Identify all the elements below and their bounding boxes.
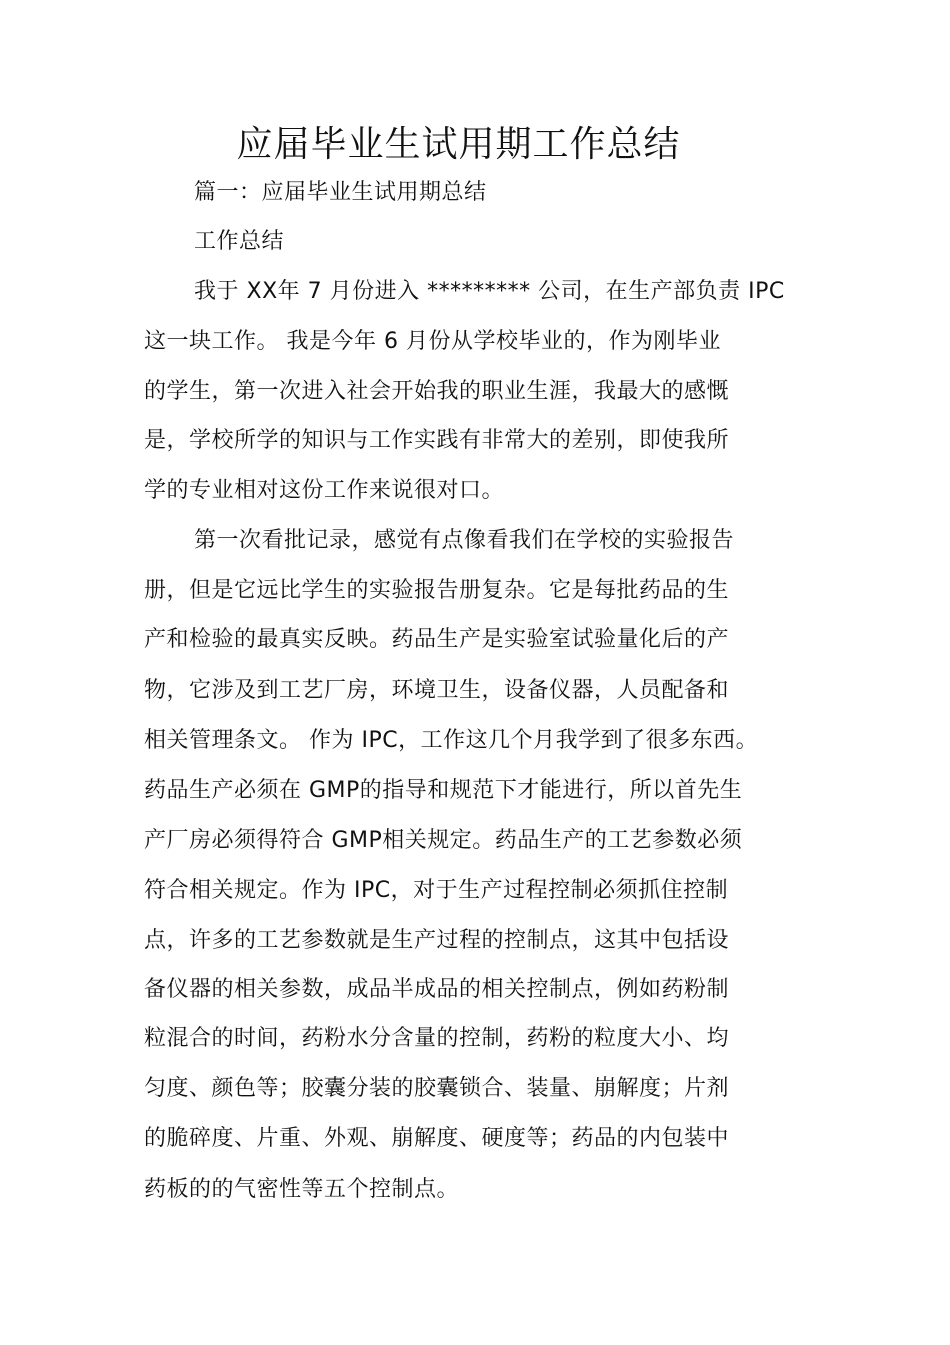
paragraph2-line: 药品生产必须在 GMP的指导和规范下才能进行，所以首先生 [144,778,743,803]
paragraph1-line: 这一块工作。 我是今年 6 月份从学校毕业的，作为刚毕业 [144,329,721,354]
paragraph1-line: 是，学校所学的知识与工作实践有非常大的差别，即使我所 [144,428,730,453]
paragraph2-line: 的脆碎度、片重、外观、崩解度、硬度等；药品的内包装中 [144,1126,730,1151]
document-title: 应届毕业生试用期工作总结 [236,124,681,165]
subheading: 工作总结 [194,229,285,254]
paragraph2-line: 产厂房必须得符合 GMP相关规定。药品生产的工艺参数必须 [144,828,743,853]
paragraph2-line: 备仪器的相关参数，成品半成品的相关控制点，例如药粉制 [144,977,730,1002]
paragraph2-line: 粒混合的时间，药粉水分含量的控制，药粉的粒度大小、均 [144,1026,730,1051]
paragraph1-line: 学的专业相对这份工作来说很对口。 [144,478,505,503]
paragraph2-line: 相关管理条文。 作为 IPC，工作这几个月我学到了很多东西。 [144,728,759,753]
paragraph2-line: 匀度、颜色等；胶囊分装的胶囊锁合、装量、崩解度；片剂 [144,1076,730,1101]
paragraph2-line: 药板的的气密性等五个控制点。 [144,1177,460,1202]
section-heading: 篇一：应届毕业生试用期总结 [194,180,487,205]
paragraph2-line: 符合相关规定。作为 IPC，对于生产过程控制必须抓住控制 [144,878,729,903]
paragraph2-line: 点，许多的工艺参数就是生产过程的控制点，这其中包括设 [144,928,730,953]
paragraph1-line: 的学生，第一次进入社会开始我的职业生涯，我最大的感慨 [144,379,730,404]
paragraph2-line: 产和检验的最真实反映。药品生产是实验室试验量化后的产 [144,627,730,652]
paragraph2-line: 册，但是它远比学生的实验报告册复杂。它是每批药品的生 [144,578,730,603]
paragraph2-line: 第一次看批记录，感觉有点像看我们在学校的实验报告 [194,528,735,553]
paragraph2-line: 物，它涉及到工艺厂房，环境卫生，设备仪器，人员配备和 [144,678,730,703]
paragraph1-line: 我于 XX年 7 月份进入 ********* 公司，在生产部负责 IPC [194,279,785,304]
